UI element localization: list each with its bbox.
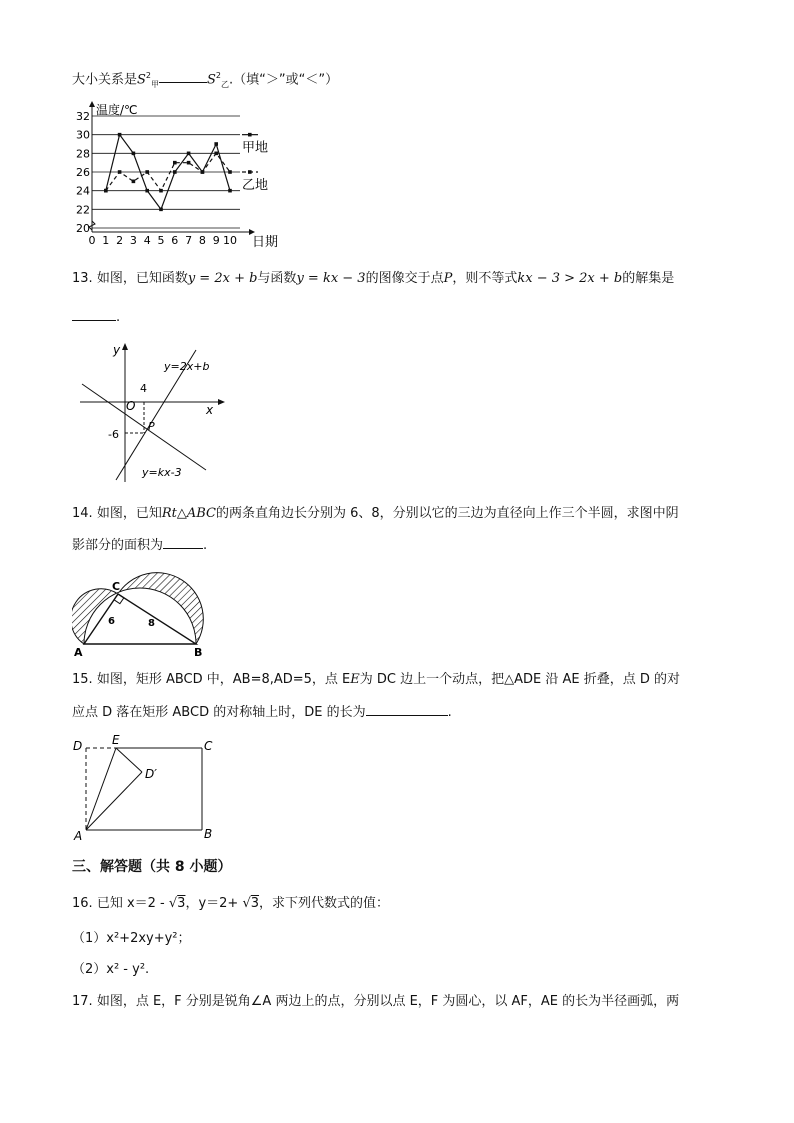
q15-text: 15. 如图，矩形 ABCD 中，AB=8,AD=5，点 EE为 DC 边上一个动点，把△ADE 沿 AE 折叠，点 D 的对 <box>72 672 681 687</box>
e-label: E <box>112 734 120 747</box>
a-label: A <box>74 829 83 842</box>
q15-figure <box>70 734 230 842</box>
b-label: B <box>194 646 203 658</box>
q12-line: 大小关系是$S^2_甲$ $S^2_乙$.（填“＞”或“＜”） <box>72 71 339 89</box>
data-point <box>173 170 177 174</box>
c-label: C <box>112 580 121 593</box>
data-point <box>145 170 149 174</box>
q14-text-2: 影部分的面积为 . <box>72 538 208 553</box>
y-tick-label: 28 <box>76 147 90 161</box>
four-label: 4 <box>140 382 147 395</box>
x-axis-label: x <box>206 403 214 417</box>
origin-label: O <box>126 399 136 413</box>
data-point <box>201 170 205 174</box>
data-point <box>159 208 163 212</box>
c-label: C <box>204 739 213 753</box>
q13-figure <box>76 340 236 486</box>
a-label: A <box>74 646 83 658</box>
x-tick-label: 3 <box>129 234 137 247</box>
x-tick-label: 8 <box>198 234 206 247</box>
x-tick-label: 4 <box>143 234 151 247</box>
answer-blank[interactable] <box>159 70 207 83</box>
data-point <box>187 152 191 156</box>
b-label: B <box>204 827 213 841</box>
line2-label: y=kx-3 <box>142 466 182 479</box>
data-point <box>118 133 122 137</box>
q16-part1: （1）x²+2xy+y²； <box>72 931 191 946</box>
data-point <box>228 189 232 193</box>
p-label: P <box>148 420 155 433</box>
x-tick-label: 7 <box>185 234 193 247</box>
data-point <box>118 170 122 174</box>
x-tick-label: 0 <box>88 234 96 247</box>
temperature-chart <box>70 96 290 252</box>
answer-blank[interactable] <box>163 536 203 549</box>
legend-label: 甲地 <box>242 140 269 156</box>
data-point <box>145 189 149 193</box>
data-point <box>214 142 218 146</box>
y-tick-label: 24 <box>76 184 90 198</box>
data-point <box>187 161 191 165</box>
neg6-label: -6 <box>108 428 119 441</box>
data-point <box>173 161 177 165</box>
dprime-label: D′ <box>145 767 157 781</box>
data-point <box>228 170 232 174</box>
x-tick-label: 10 <box>223 234 237 247</box>
six-label: 6 <box>108 616 115 627</box>
data-point <box>104 189 108 193</box>
answer-blank[interactable] <box>72 308 116 321</box>
section-title: 三、解答题（共 8 小题） <box>72 859 232 875</box>
y-tick-label: 26 <box>76 166 90 179</box>
legend-marker <box>248 170 252 174</box>
x-tick-label: 6 <box>171 234 179 247</box>
y-tick-label: 30 <box>76 128 90 142</box>
q16-text: 16. 已知 x＝2 - √3，y＝2+ √3，求下列代数式的值： <box>72 896 390 911</box>
eight-label: 8 <box>148 618 155 629</box>
data-point <box>132 180 136 184</box>
y-tick-label: 20 <box>76 222 90 235</box>
d-label: D <box>73 739 83 753</box>
legend-marker <box>248 133 252 137</box>
q15-text-2: 应点 D 落在矩形 ABCD 的对称轴上时，DE 的长为 . <box>72 705 452 720</box>
y-tick-label: 32 <box>76 110 90 123</box>
line1-label: y=2x+b <box>164 360 210 373</box>
y-axis-arrow <box>89 101 95 107</box>
x-tick-label: 1 <box>102 234 110 247</box>
x-tick-label: 9 <box>212 234 220 247</box>
data-point <box>132 152 136 156</box>
x-tick-label: 2 <box>116 234 124 247</box>
x-tick-label: 5 <box>157 234 165 247</box>
q14-figure <box>72 566 222 658</box>
x-axis-title: 日期 <box>252 235 279 250</box>
answer-blank[interactable] <box>366 703 448 716</box>
q17-text: 17. 如图，点 E，F 分别是锐角∠A 两边上的点，分别以点 E，F 为圆心，以 AF，AE 的长为半径画弧，两 <box>72 994 680 1009</box>
data-point <box>214 152 218 156</box>
q14-text: 14. 如图，已知Rt△ABC的两条直角边长分别为 6、8，分别以它的三边为直径向上作三个半圆，求图中阴 <box>72 506 679 521</box>
y-axis-title: 温度/℃ <box>96 103 138 117</box>
y-axis-label: y <box>113 343 121 357</box>
q13-text: 13. 如图，已知函数y = 2x + b与函数y = kx − 3的图像交于点P，则不等式kx − 3 > 2x + b的解集是 <box>72 271 675 286</box>
legend-label: 乙地 <box>242 178 269 193</box>
q16-part2: （2）x² - y². <box>72 962 150 977</box>
q13-answer-line: . <box>72 308 120 327</box>
data-point <box>159 189 163 193</box>
y-tick-label: 22 <box>76 203 90 217</box>
